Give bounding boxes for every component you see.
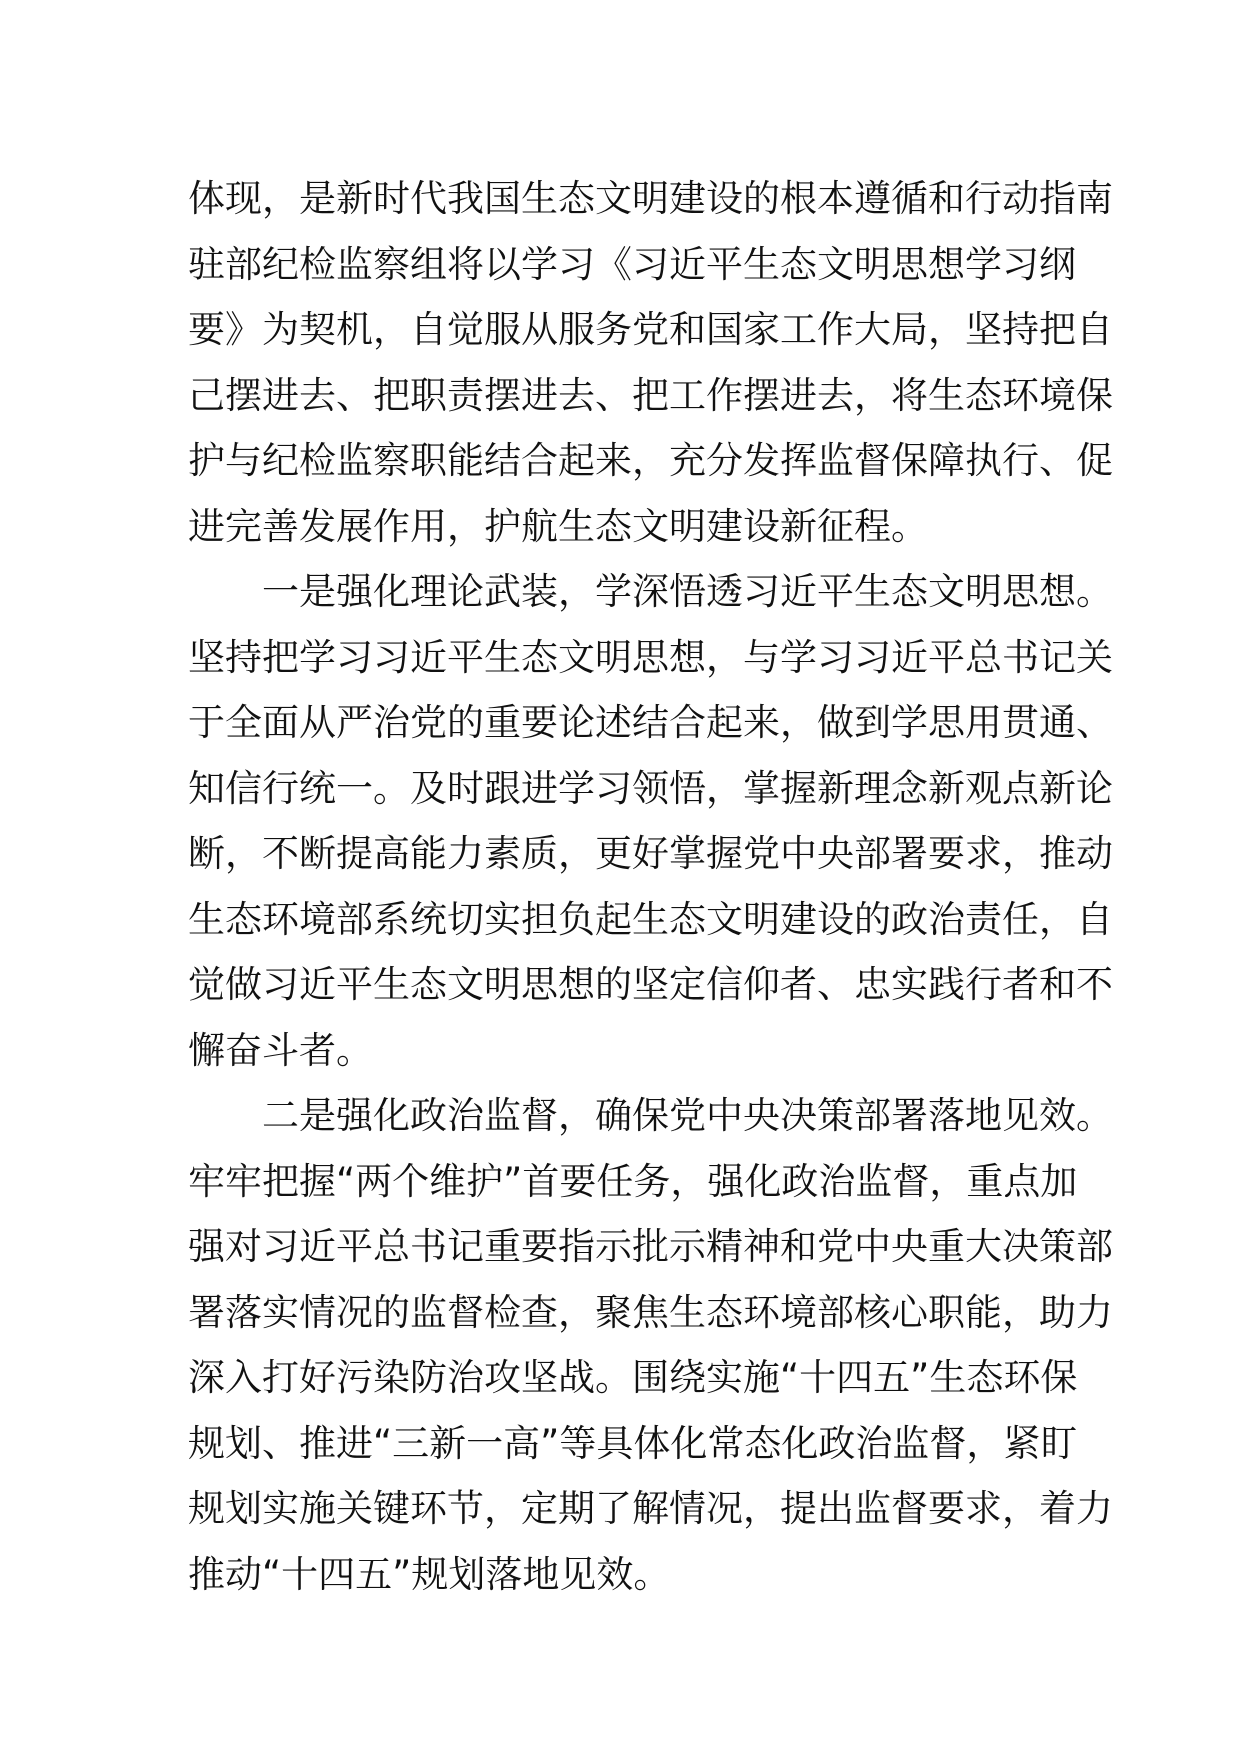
text-line: 署落实情况的监督检查，聚焦生态环境部核心职能，助力 — [188, 1290, 1113, 1334]
text-line: 一是强化理论武装，学深悟透习近平生态文明思想。 — [262, 570, 1113, 613]
text-line: 生态环境部系统切实担负起生态文明建设的政治责任，自 — [188, 897, 1113, 941]
text-line: 懈奋斗者。 — [188, 1028, 373, 1072]
text-line: 于全面从严治党的重要论述结合起来，做到学思用贯通、 — [188, 701, 1113, 744]
text-line: 深入打好污染防治攻坚战。围绕实施“十四五”生态环保 — [188, 1356, 1078, 1399]
text-line: 进完善发展作用，护航生态文明建设新征程。 — [188, 504, 928, 548]
document-body — [188, 166, 1113, 1607]
text-line: 要》为契机，自觉服从服务党和国家工作大局，坚持把自 — [188, 308, 1113, 351]
text-line: 己摆进去、把职责摆进去、把工作摆进去，将生态环境保 — [188, 373, 1113, 417]
text-line: 推动“十四五”规划落地见效。 — [188, 1552, 671, 1596]
text-line: 体现，是新时代我国生态文明建设的根本遵循和行动指南 — [188, 177, 1113, 220]
text-line: 断，不断提高能力素质，更好掌握党中央部署要求，推动 — [188, 832, 1113, 875]
text-line: 规划、推进“三新一高”等具体化常态化政治监督，紧盯 — [188, 1421, 1078, 1465]
paragraph — [188, 559, 1113, 1083]
paragraph — [188, 166, 1113, 559]
text-line: 坚持把学习习近平生态文明思想，与学习习近平总书记关 — [188, 635, 1113, 679]
paragraph — [188, 1083, 1113, 1607]
text-line: 规划实施关键环节，定期了解情况，提出监督要求，着力 — [188, 1487, 1113, 1530]
text-line: 护与纪检监察职能结合起来，充分发挥监督保障执行、促 — [188, 439, 1113, 482]
text-line: 驻部纪检监察组将以学习《习近平生态文明思想学习纲 — [188, 242, 1076, 286]
text-line: 觉做习近平生态文明思想的坚定信仰者、忠实践行者和不 — [188, 963, 1113, 1006]
text-line: 牢牢把握“两个维护”首要任务，强化政治监督，重点加 — [188, 1159, 1078, 1203]
text-line: 二是强化政治监督，确保党中央决策部署落地见效。 — [262, 1094, 1113, 1137]
text-line: 知信行统一。及时跟进学习领悟，掌握新理念新观点新论 — [188, 766, 1113, 810]
text-line: 强对习近平总书记重要指示批示精神和党中央重大决策部 — [188, 1225, 1113, 1268]
